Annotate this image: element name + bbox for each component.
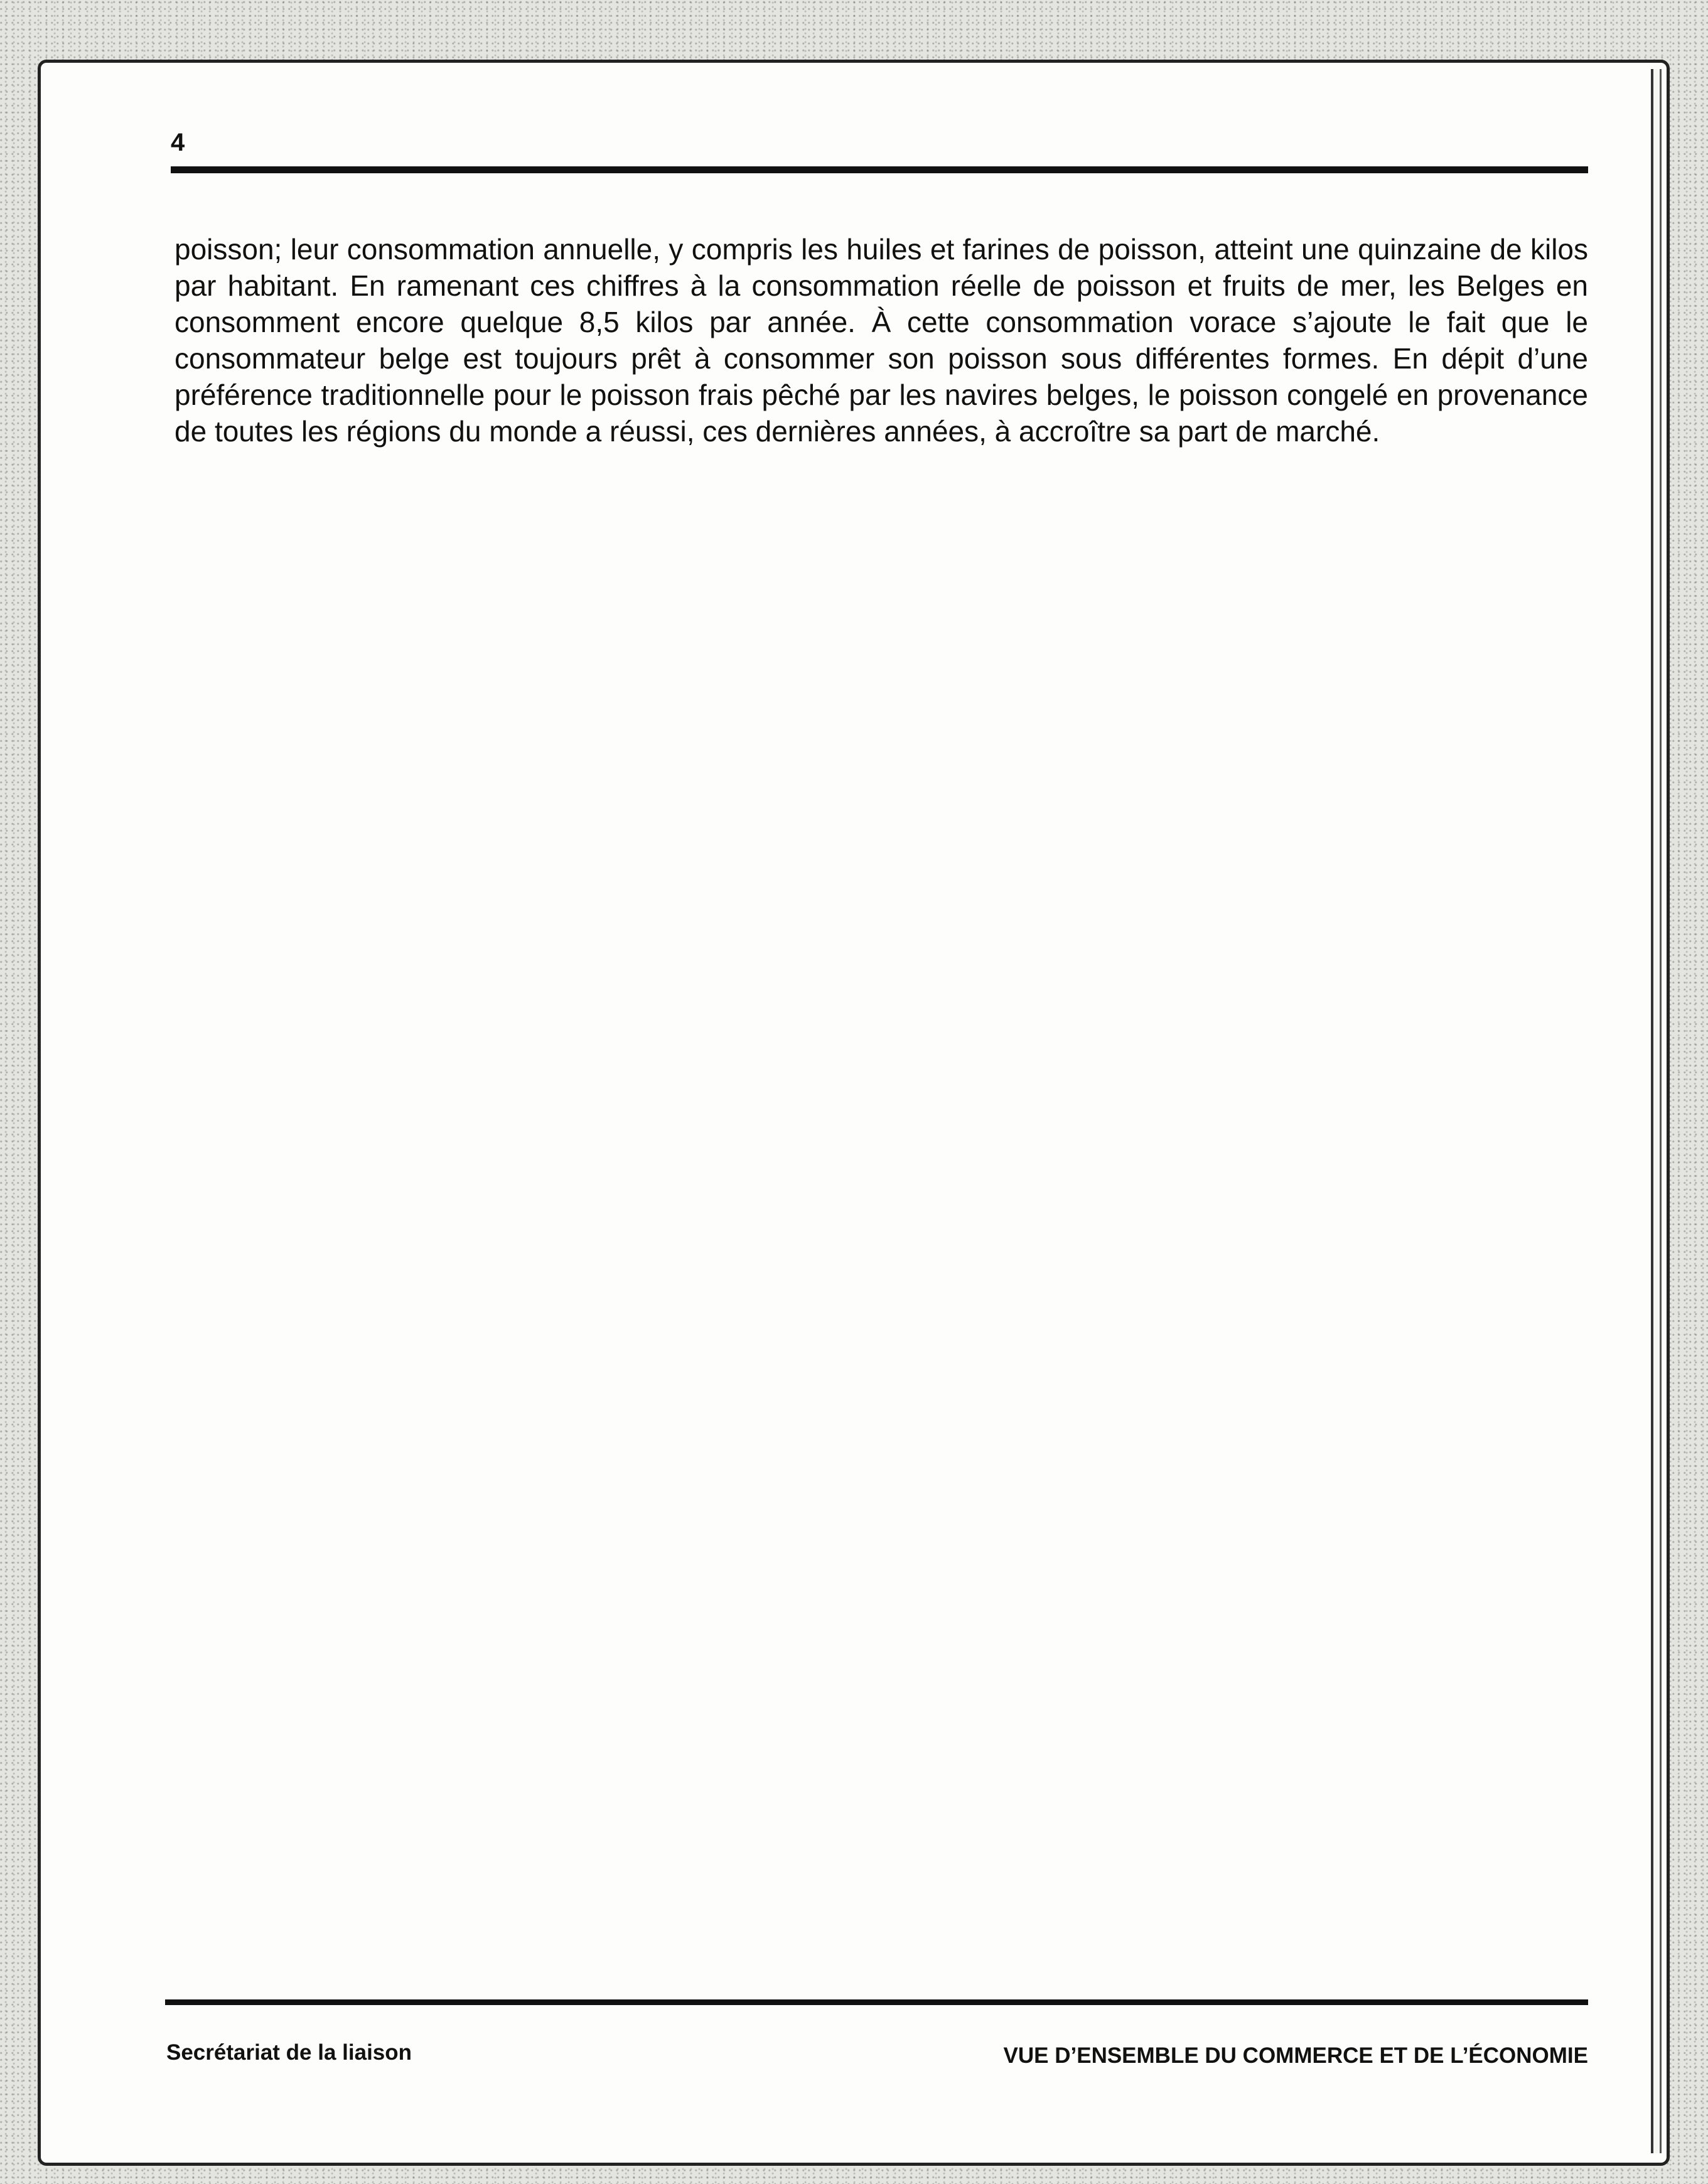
- body-paragraph: poisson; leur consommation annuelle, y compris les huiles et farines de poisson, atteint une quinzaine de kilos par habitant. En ramenant ces chiffres à la consommation réelle de poisson et fruits de mer, les Belges en consomment encore quelque 8,5 kilos par année. À cette consommation vorace s’ajoute le fait que le consommateur belge est toujours prêt à consommer son poisson sous différentes formes. En dépit d’une préférence traditionnelle pour le poisson frais pêché par les navires belges, le poisson congelé en provenance de toutes les régions du monde a réussi, ces dernières années, à accroître sa part de marché.: [175, 233, 1588, 448]
- header-rule: [171, 166, 1588, 173]
- footer-rule: [165, 1999, 1588, 2005]
- footer-publisher: Secrétariat de la liaison: [166, 2040, 412, 2065]
- footer-publication-title: VUE D’ENSEMBLE DU COMMERCE ET DE L’ÉCONOMIE: [1003, 2043, 1588, 2068]
- page-binding-edge: [1651, 69, 1662, 2153]
- page-number: 4: [171, 129, 185, 156]
